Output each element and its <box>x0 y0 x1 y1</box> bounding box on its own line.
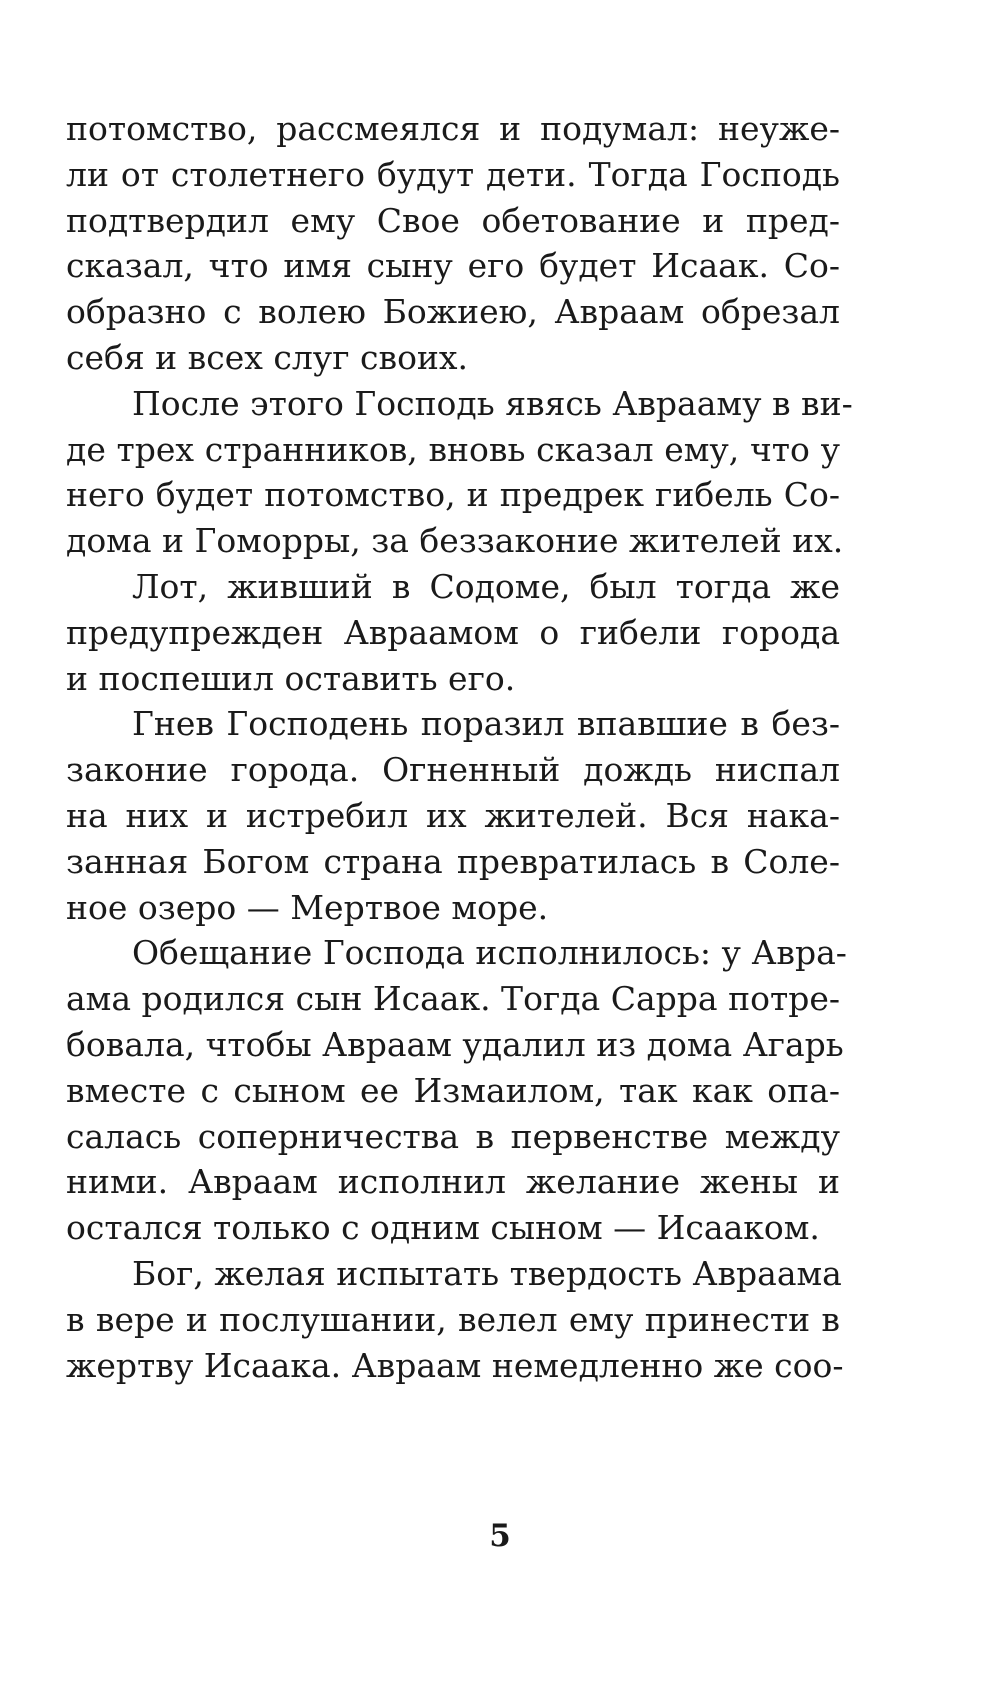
text-line: занная Богом страна превратилась в Соле- <box>66 841 840 881</box>
text-line: Обещание Господа исполнилось: у Авра- <box>132 933 847 973</box>
text-line: ними. Авраам исполнил желание жены и <box>66 1162 840 1202</box>
text-line: дома и Гоморры, за беззаконие жителей их. <box>66 521 844 561</box>
paragraph <box>66 701 840 930</box>
text-line: ама родился сын Исаак. Тогда Сарра потре- <box>66 979 840 1019</box>
text-line: вместе с сыном ее Измаилом, так как опа- <box>66 1070 840 1110</box>
text-line: в вере и послушании, велел ему принести в <box>66 1299 840 1339</box>
text-line: После этого Господь явясь Аврааму в ви- <box>132 383 853 423</box>
text-line: образно с волею Божиею, Авраам обрезал <box>66 292 840 332</box>
body-text <box>66 106 853 1388</box>
text-line: подтвердил ему Свое обетование и пред- <box>66 200 840 240</box>
text-line: Гнев Господень поразил впавшие в без- <box>132 704 840 744</box>
text-line: Бог, желая испытать твердость Авраама <box>132 1253 842 1293</box>
text-line: сказал, что имя сыну его будет Исаак. Со- <box>66 246 840 286</box>
paragraph <box>66 106 840 381</box>
text-line: де трех странников, вновь сказал ему, что у <box>66 429 840 469</box>
text-line: законие города. Огненный дождь ниспал <box>66 750 840 790</box>
text-line: него будет потомство, и предрек гибель Со- <box>66 475 840 515</box>
paragraph <box>66 1251 844 1388</box>
text-line: предупрежден Авраамом о гибели города <box>66 612 840 652</box>
text-line: на них и истребил их жителей. Вся нака- <box>66 795 840 835</box>
paragraph <box>66 564 840 701</box>
text-line: себя и всех слуг своих. <box>66 337 469 377</box>
text-line: остался только с одним сыном — Исааком. <box>66 1208 820 1248</box>
paragraph <box>66 381 853 564</box>
text-line: ли от столетнего будут дети. Тогда Господь <box>66 154 840 194</box>
text-line: Лот, живший в Содоме, был тогда же <box>132 566 840 606</box>
paragraph <box>66 930 847 1251</box>
text-line: бовала, чтобы Авраам удалил из дома Агарь <box>66 1024 844 1064</box>
text-line: ное озеро — Мертвое море. <box>66 887 549 927</box>
page-number: 5 <box>489 1518 511 1554</box>
text-line: потомство, рассмеялся и подумал: неуже- <box>66 109 840 148</box>
text-line: и поспешил оставить его. <box>66 658 516 698</box>
text-line: салась соперничества в первенстве между <box>66 1116 840 1156</box>
text-line: жертву Исаака. Авраам немедленно же соо- <box>66 1345 844 1385</box>
